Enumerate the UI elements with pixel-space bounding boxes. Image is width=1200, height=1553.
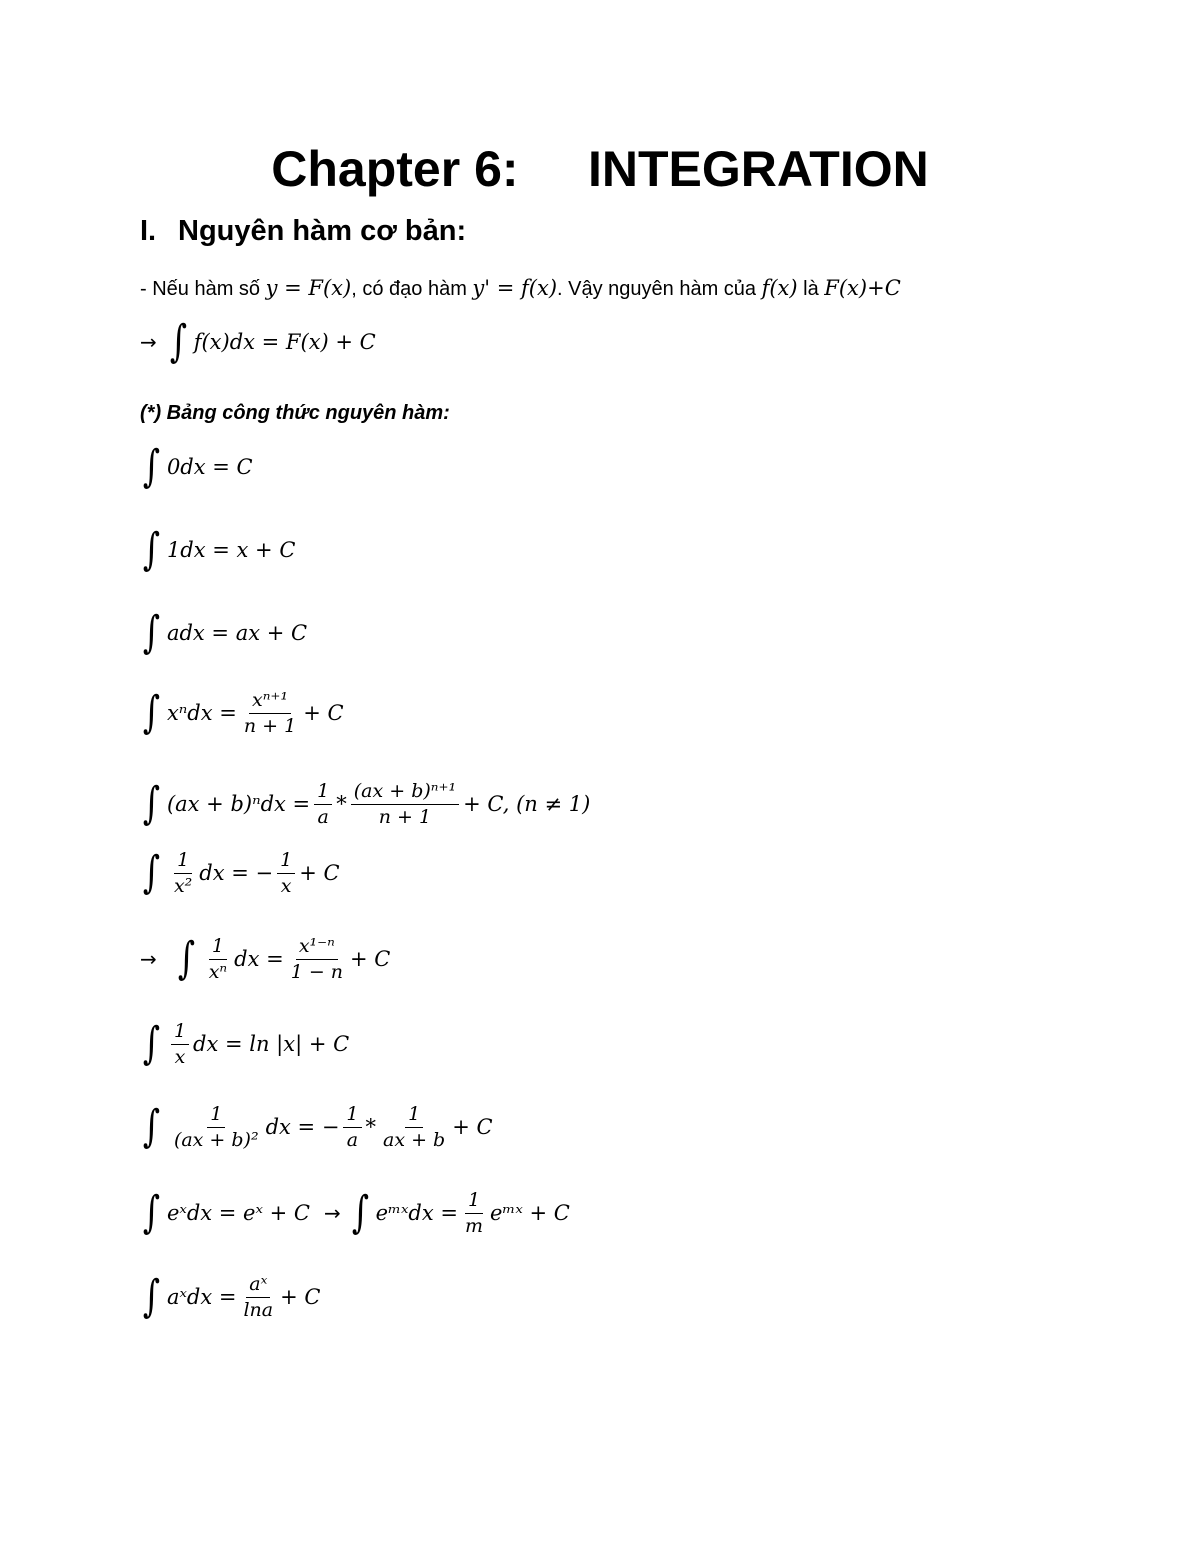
- formula-middle: dx =: [234, 947, 284, 972]
- denominator: x²: [173, 874, 193, 897]
- section-title: Nguyên hàm cơ bản:: [178, 215, 467, 247]
- denominator: n + 1: [243, 714, 297, 737]
- section-heading: [140, 215, 466, 248]
- numerator: 1: [405, 1104, 423, 1128]
- numerator: (ax + b)ⁿ⁺¹: [351, 781, 459, 805]
- denominator: 1 − n: [290, 960, 344, 983]
- formula-expression: f(x)dx = F(x) + C: [193, 330, 376, 354]
- denominator: xⁿ: [208, 960, 228, 983]
- formula-lhs: (ax + b)ⁿdx =: [166, 792, 311, 817]
- fraction: [462, 1190, 486, 1237]
- fraction: [206, 936, 230, 983]
- formula-rhs: + C: [350, 947, 391, 972]
- intro-text-1: - Nếu hàm số: [140, 278, 266, 300]
- intro-math-4: F(x)+C: [824, 276, 901, 300]
- formula-11: [140, 1271, 321, 1323]
- formula-1: [140, 441, 253, 492]
- denominator: x: [174, 1045, 186, 1068]
- formula-5: [140, 778, 591, 830]
- denominator: ax + b: [383, 1128, 446, 1151]
- integral-sign: ∫: [169, 316, 187, 367]
- numerator: 1: [171, 1021, 189, 1045]
- formula-2: [140, 524, 296, 575]
- formula-7: [140, 933, 391, 985]
- integral-sign: ∫: [142, 1271, 161, 1323]
- intro-text-2: , có đạo hàm: [351, 278, 473, 300]
- multiply-sign: *: [365, 1115, 377, 1140]
- denominator: (ax + b)²: [173, 1128, 259, 1151]
- formula-rhs: + C, (n ≠ 1): [463, 792, 591, 817]
- integral-sign: ∫: [351, 1187, 369, 1239]
- formula-10: [140, 1187, 570, 1239]
- formula-9: [140, 1101, 493, 1153]
- numerator: 1: [209, 936, 227, 960]
- formula-expression: 0dx = C: [166, 455, 253, 479]
- integral-sign: ∫: [142, 524, 161, 575]
- table-heading: (*) Bảng công thức nguyên hàm:: [140, 402, 450, 424]
- formula-middle: dx = −: [265, 1115, 340, 1140]
- integral-sign: ∫: [142, 1187, 161, 1239]
- formula-lhs: xⁿdx =: [166, 701, 237, 726]
- integral-sign: ∫: [142, 1101, 161, 1153]
- fraction: [277, 850, 295, 897]
- numerator: 1: [343, 1104, 361, 1128]
- formula-rhs: eᵐˣ + C: [490, 1201, 570, 1226]
- numerator: 1: [277, 850, 295, 874]
- denominator: x: [280, 874, 292, 897]
- integral-sign: ∫: [142, 687, 161, 739]
- formula-6: [140, 847, 340, 899]
- numerator: 1: [465, 1190, 483, 1214]
- intro-paragraph: [140, 276, 901, 301]
- implication-formula: [140, 316, 376, 367]
- formula-rhs: dx = ln |x| + C: [193, 1032, 350, 1057]
- formula-rhs: + C: [299, 861, 340, 886]
- denominator: lna: [243, 1298, 274, 1321]
- formula-4: [140, 687, 344, 739]
- fraction: [343, 1104, 361, 1151]
- intro-math-1: y = F(x): [265, 276, 352, 300]
- numerator: xⁿ⁺¹: [249, 690, 291, 714]
- fraction: [171, 1021, 189, 1068]
- formula-expression: 1dx = x + C: [166, 538, 296, 562]
- formula-middle: dx = −: [199, 861, 274, 886]
- integral-sign: ∫: [142, 1018, 161, 1070]
- formula-rhs: + C: [452, 1115, 493, 1140]
- fraction: [240, 1274, 276, 1321]
- intro-text-3: . Vậy nguyên hàm của: [557, 278, 762, 300]
- formula-lhs: eˣdx = eˣ + C: [166, 1201, 310, 1226]
- formula-expression: adx = ax + C: [166, 621, 308, 645]
- formula-lhs: aˣdx =: [166, 1285, 237, 1310]
- fraction: [288, 936, 346, 983]
- integral-sign: ∫: [142, 441, 161, 492]
- numerator: 1: [207, 1104, 225, 1128]
- fraction: [241, 690, 299, 737]
- fraction: [171, 1104, 262, 1151]
- denominator: m: [464, 1214, 484, 1237]
- intro-text-4: là: [797, 278, 825, 300]
- numerator: 1: [174, 850, 192, 874]
- integral-sign: ∫: [142, 778, 161, 830]
- section-number: I.: [140, 215, 157, 247]
- fraction: [314, 781, 332, 828]
- denominator: a: [317, 805, 329, 828]
- multiply-sign: *: [336, 792, 347, 817]
- numerator: 1: [314, 781, 332, 805]
- implies-arrow: →: [323, 1201, 341, 1226]
- formula-3: [140, 607, 308, 658]
- integral-sign: ∫: [177, 933, 195, 985]
- page-title: Chapter 6: INTEGRATION: [271, 141, 929, 197]
- denominator: n + 1: [378, 805, 432, 828]
- formula-rhs: + C: [280, 1285, 321, 1310]
- integral-sign: ∫: [142, 607, 161, 658]
- fraction: [171, 850, 195, 897]
- fraction: [380, 1104, 448, 1151]
- implies-arrow: →: [140, 947, 157, 972]
- formula-rhs: + C: [303, 701, 344, 726]
- integral-sign: ∫: [142, 847, 161, 899]
- intro-math-2: y' = f(x): [472, 276, 558, 300]
- formula-middle: eᵐˣdx =: [375, 1201, 458, 1226]
- denominator: a: [346, 1128, 359, 1151]
- implies-arrow: →: [140, 330, 157, 354]
- numerator: aˣ: [246, 1274, 270, 1298]
- numerator: x¹⁻ⁿ: [296, 936, 338, 960]
- fraction: [351, 781, 459, 828]
- formula-8: [140, 1018, 350, 1070]
- intro-math-3: f(x): [761, 276, 798, 300]
